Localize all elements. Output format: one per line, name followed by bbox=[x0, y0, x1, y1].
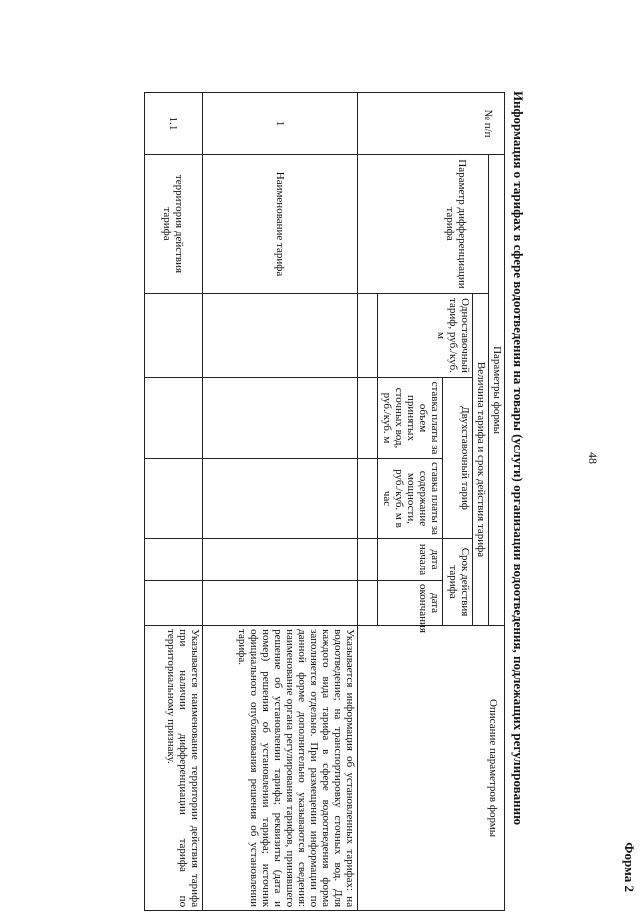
tariff-table bbox=[144, 92, 505, 911]
empty-cell bbox=[203, 539, 358, 581]
empty-cell bbox=[203, 378, 358, 459]
document-title: Информация о тарифах в сфере водоотведения на товары (услуги) организации водоотведения, подлежащих регулированию bbox=[511, 90, 526, 826]
header-one-part: Одноставочный тариф, руб./куб. м bbox=[378, 294, 473, 378]
row-description: Указывается информация об установленных тарифах: на водоотведение; на транспортировку сточных вод. Для каждого вида тарифа в сфере водоотведения форма заполняется отдельно. При размещении информации по данной форме дополнительно указываются сведения: наименование органа регулирования тарифов, принявшего решение об установлении тарифа; реквизиты (дата и номер) решения об установлении тарифа; источник официального опубликования решения об установлении тарифа. bbox=[203, 626, 358, 911]
header-number: № п/п bbox=[358, 93, 505, 155]
page-number: 48 bbox=[586, 452, 600, 464]
empty-cell bbox=[358, 539, 378, 581]
row-param: Наименование тарифа bbox=[203, 155, 358, 294]
row-number: 1.1 bbox=[145, 93, 203, 155]
table-row bbox=[203, 93, 358, 911]
header-description: Описание параметров формы bbox=[358, 626, 505, 911]
empty-cell bbox=[145, 539, 203, 581]
header-term: Срок действия тарифа bbox=[443, 539, 473, 626]
empty-cell bbox=[145, 581, 203, 626]
empty-cell bbox=[358, 581, 378, 626]
header-param-diff: Параметр дифференциации тарифа bbox=[358, 155, 489, 294]
empty-cell bbox=[358, 459, 378, 539]
empty-cell bbox=[203, 581, 358, 626]
table-header-row-1 bbox=[489, 93, 505, 911]
row-param: территория действия тарифа bbox=[145, 155, 203, 294]
empty-cell bbox=[203, 294, 358, 378]
row-number: 1 bbox=[203, 93, 358, 155]
empty-cell bbox=[203, 459, 358, 539]
table-row bbox=[145, 93, 203, 911]
empty-cell bbox=[358, 294, 378, 378]
header-rate-capacity: ставка платы за содержание мощности, руб./куб. м в час bbox=[378, 459, 443, 539]
row-description: Указывается наименование территории действия тарифа при наличии дифференциации тарифа по территориальному признаку. bbox=[145, 626, 203, 911]
form-label: Форма 2 bbox=[622, 842, 637, 892]
empty-cell bbox=[358, 378, 378, 459]
header-params-form: Параметры формы bbox=[489, 155, 505, 626]
header-two-part: Двухставочный тариф bbox=[443, 378, 473, 539]
header-date-start: дата начала bbox=[378, 539, 443, 581]
empty-cell bbox=[145, 459, 203, 539]
header-tariff-value-term: Величина тарифа и срок действия тарифа bbox=[473, 294, 489, 626]
header-rate-volume: ставка платы за объем принятых сточных вод, руб./куб. м bbox=[378, 378, 443, 459]
empty-cell bbox=[145, 294, 203, 378]
header-date-end: дата окончания bbox=[378, 581, 443, 626]
empty-cell bbox=[145, 378, 203, 459]
